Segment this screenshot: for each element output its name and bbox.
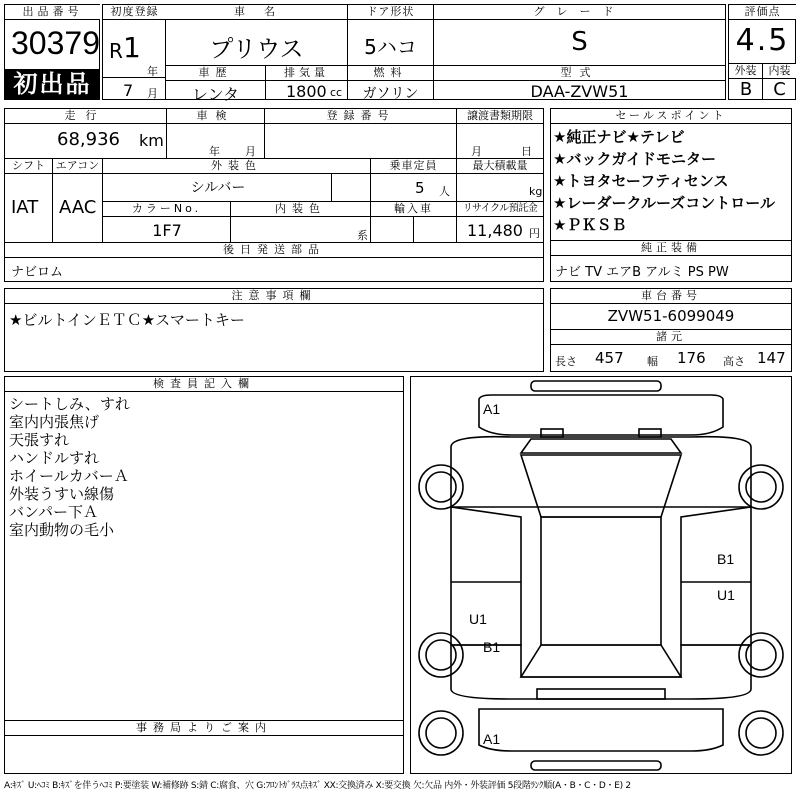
lot-number: 30379 xyxy=(11,25,100,61)
year-unit: 年 xyxy=(147,65,158,78)
inspector-note-line: ハンドルすれ xyxy=(9,449,100,467)
color-no: 1F7 xyxy=(152,221,182,240)
car-outline-svg xyxy=(411,377,791,773)
capacity-label: 乗車定員 xyxy=(371,159,457,174)
transfer-month: 月 xyxy=(471,145,482,158)
width: 176 xyxy=(677,349,706,367)
inspector-note-line: 室内内張焦げ xyxy=(9,413,100,431)
history: レンタ xyxy=(192,85,239,104)
transfer-day: 日 xyxy=(521,145,532,158)
inspector-note-line: シートしみ、すれ xyxy=(9,395,130,413)
mileage: 68,936 xyxy=(57,129,120,150)
mark-right-rear: U1 xyxy=(717,587,735,603)
int-color-label: 内装色 xyxy=(231,202,371,217)
lot-box xyxy=(4,4,100,100)
recycle-fee: 11,480 xyxy=(467,221,523,240)
inspector-note-line: 外装うすい線傷 xyxy=(9,485,115,503)
max-load-unit: kg xyxy=(529,185,543,198)
details-box xyxy=(4,108,544,282)
mileage-unit: km xyxy=(139,131,164,150)
sales-points-box xyxy=(550,108,792,241)
mark-rear-bumper: A1 xyxy=(483,731,501,747)
mark-front-bumper: A1 xyxy=(483,401,501,417)
sales-point-item: ★純正ナビ★テレビ xyxy=(553,128,685,146)
chassis-number: ZVW51-6099049 xyxy=(607,307,735,325)
transfer-label: 譲渡書類期限 xyxy=(457,109,543,124)
fuel-label: 燃料 xyxy=(348,66,433,81)
exterior-grade: B xyxy=(739,79,753,100)
first-reg-box xyxy=(102,4,166,100)
office-label: 事務局よりご案内 xyxy=(5,721,403,736)
history-label: 車歴 xyxy=(166,66,265,81)
first-reg-label: 初度登録 xyxy=(103,5,166,20)
model-box xyxy=(434,65,726,100)
sales-point-item: ★バックガイドモニター xyxy=(553,150,716,168)
door-label: ドア形状 xyxy=(348,5,433,20)
inspection-year: 年 xyxy=(209,145,220,158)
inspector-notes xyxy=(9,395,130,539)
displacement-label: 排気量 xyxy=(266,66,347,81)
int-color-unit: 系 xyxy=(357,229,368,242)
score-box xyxy=(728,4,796,100)
reg-year: 1 xyxy=(123,31,141,64)
shift-label: シフト xyxy=(5,159,53,174)
car-name-box xyxy=(166,4,348,66)
shift: IAT xyxy=(11,197,39,218)
displacement: 1800 xyxy=(286,82,327,101)
height-label: 高さ xyxy=(723,355,745,368)
capacity: 5 xyxy=(415,179,425,197)
sales-points-label: セールスポイント xyxy=(551,109,791,124)
dims-label: 諸元 xyxy=(551,330,791,345)
ext-color: シルバー xyxy=(190,180,246,196)
sales-point-item: ★ＰＫＳＢ xyxy=(553,216,627,234)
mark-left-rear: U1 xyxy=(469,611,487,627)
score: 4.5 xyxy=(735,23,790,58)
lot-label: 出品番号 xyxy=(5,5,100,20)
legend: A:ｷｽﾞ U:ﾍｺﾐ B:ｷｽﾞを伴うﾍｺﾐ P:要塗装 W:補修跡 S:錆 C:腐食、穴 G:ﾌﾛﾝﾄｶﾞﾗｽ点ｷｽﾞ XX:交換済み X:要交換 欠:欠品 内外・外装評価 5段階ﾗﾝｸ順(A・B・C・D・E) 2 xyxy=(4,781,631,791)
notes-label: 注意事項欄 xyxy=(5,289,543,304)
fuel-box xyxy=(348,65,434,100)
grade-box xyxy=(434,4,726,66)
ext-color-label: 外装色 xyxy=(103,159,371,174)
mileage-label: 走行 xyxy=(5,109,167,124)
car-name: プリウス xyxy=(209,35,304,63)
first-listing-badge: 初出品 xyxy=(5,69,100,100)
equipment-label: 純正装備 xyxy=(551,241,791,256)
notes: ★ビルトインＥＴＣ★スマートキー xyxy=(9,311,245,329)
color-no-label: カラーNo. xyxy=(103,202,231,217)
reg-month: 7 xyxy=(123,81,134,100)
inspector-note-line: 室内動物の毛小 xyxy=(9,521,115,539)
mark-right-door: B1 xyxy=(717,551,735,567)
width-label: 幅 xyxy=(647,355,658,368)
door-type: 5ハコ xyxy=(364,35,417,59)
aircon-label: エアコン xyxy=(53,159,103,174)
inspector-box xyxy=(4,376,404,774)
top-section xyxy=(4,4,796,102)
later-parts-label: 後日発送部品 xyxy=(5,243,543,258)
inspector-note-line: バンパー下Ａ xyxy=(9,503,98,521)
import-label: 輸入車 xyxy=(371,202,457,217)
era: R xyxy=(109,39,123,63)
score-label: 評価点 xyxy=(729,5,796,20)
sales-point-item: ★トヨタセーフティセンス xyxy=(553,172,729,190)
exterior-label: 外装 xyxy=(729,64,763,79)
length-label: 長さ xyxy=(555,355,577,368)
displacement-box xyxy=(266,65,348,100)
fuel: ガソリン xyxy=(362,86,419,102)
length: 457 xyxy=(595,349,624,367)
model-label: 型式 xyxy=(434,66,725,81)
sales-points-list xyxy=(553,126,775,236)
grade: S xyxy=(571,27,588,57)
sales-point-item: ★レーダークルーズコントロール xyxy=(553,194,775,212)
history-box xyxy=(166,65,266,104)
interior-grade: C xyxy=(773,79,786,100)
interior-label: 内装 xyxy=(763,64,796,79)
inspection-month: 月 xyxy=(245,145,256,158)
later-parts: ナビロム xyxy=(11,265,64,280)
notes-box xyxy=(4,288,544,372)
door-box xyxy=(348,4,434,66)
reg-no-label: 登録番号 xyxy=(265,109,457,124)
chassis-label: 車台番号 xyxy=(551,289,791,304)
max-load-label: 最大積載量 xyxy=(457,159,543,174)
inspector-label: 検査員記入欄 xyxy=(5,377,403,392)
grade-label: グレード xyxy=(434,5,725,20)
height: 147 xyxy=(757,349,786,367)
recycle-unit: 円 xyxy=(529,227,540,240)
model-code: DAA-ZVW51 xyxy=(530,82,629,101)
equipment-box xyxy=(550,240,792,282)
car-diagram xyxy=(410,376,792,774)
chassis-box xyxy=(550,288,792,372)
month-unit: 月 xyxy=(147,87,158,100)
inspection-label: 車検 xyxy=(167,109,265,124)
aircon: AAC xyxy=(59,197,97,218)
equipment-value: ナビ TV エアB アルミ PS PW xyxy=(555,265,729,280)
recycle-label: リサイクル預託金 xyxy=(457,202,543,217)
displacement-unit: cc xyxy=(330,86,343,99)
mark-left-wheel: B1 xyxy=(483,639,501,655)
inspector-note-line: ホイールカバーＡ xyxy=(9,467,129,485)
inspector-note-line: 天張すれ xyxy=(9,431,70,449)
car-name-label: 車 名 xyxy=(166,5,347,20)
capacity-unit: 人 xyxy=(439,185,450,198)
